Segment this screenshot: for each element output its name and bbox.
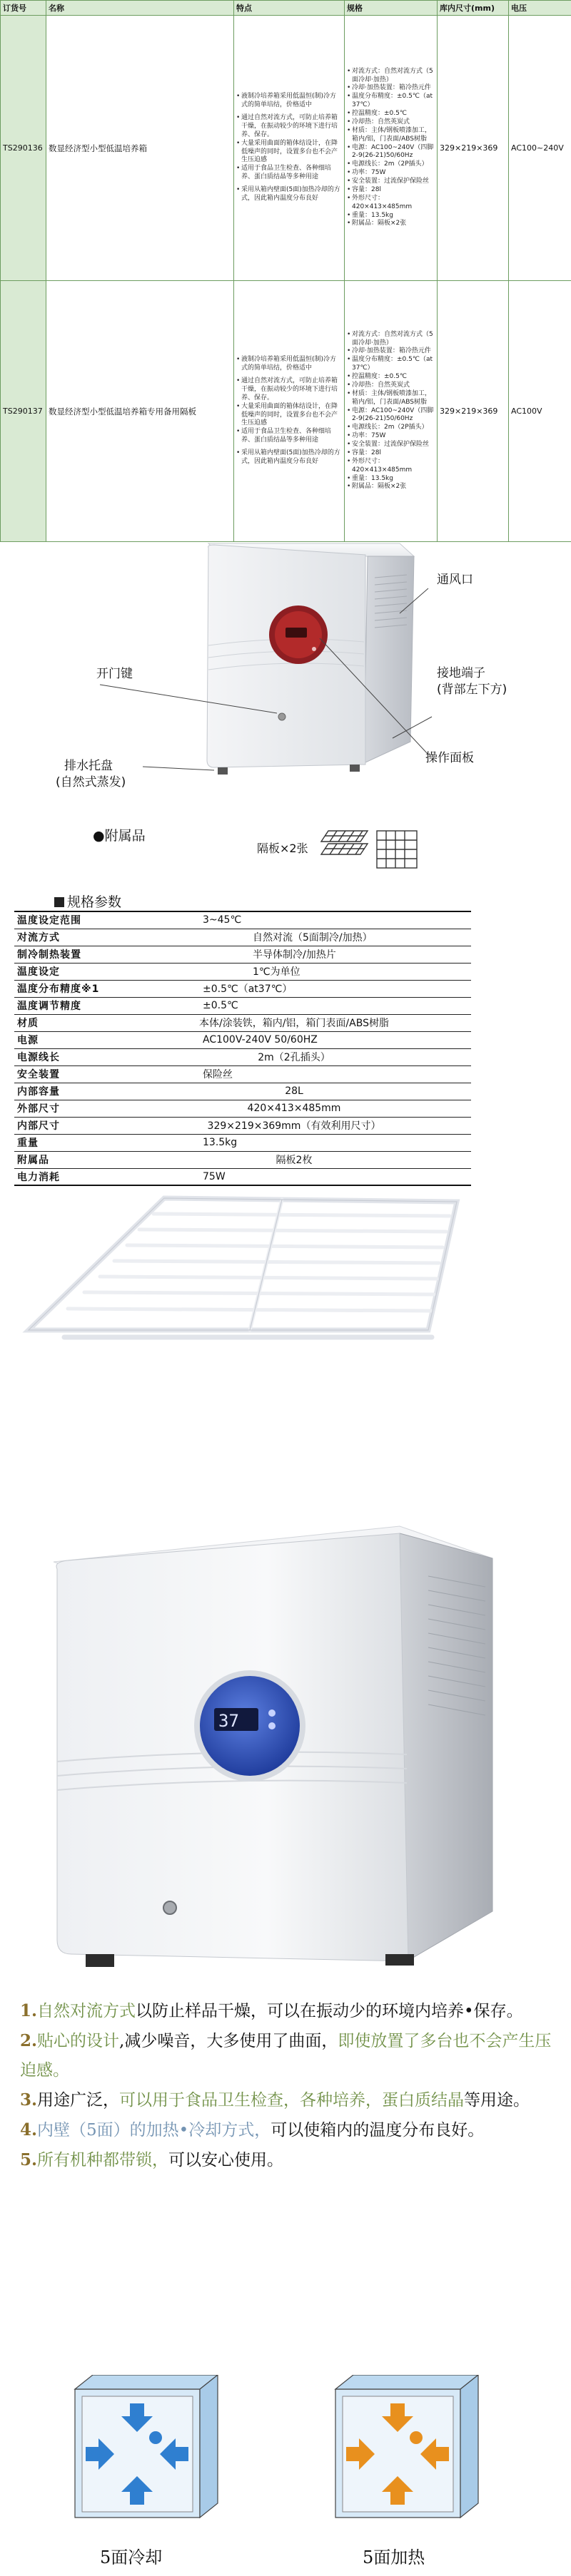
spec-row: 内部容量 28L [14, 1083, 471, 1100]
header-name: 名称 [46, 1, 234, 16]
ground-label: 接地端子 [437, 666, 485, 680]
spec-row: 温度设定范围 3~45℃ [14, 911, 471, 929]
drain-label: 排水托盘 [64, 759, 113, 773]
spec-item: • 冷却·加热装置：箱冷热元件 [347, 347, 435, 356]
header-spec: 规格 [345, 1, 438, 16]
product-size: 329×219×369 [438, 16, 509, 281]
lock-icon[interactable] [163, 1901, 176, 1914]
ground-sub-label: (背部左下方) [437, 683, 507, 697]
five-face-diagrams [0, 2375, 571, 2539]
spec-item: • 对流方式：自然对流方式（5面冷却·加热） [347, 331, 435, 348]
product-table [0, 0, 571, 542]
feature-paragraph: 2.贴心的设计,减少噪音，大多使用了曲面，即使放置了多台也不会产生压迫感。 [20, 2031, 552, 2080]
product-voltage: AC100V [509, 281, 571, 542]
spec-row: 材质 本体/涂装铁，箱内/铝，箱门表面/ABS树脂 [14, 1014, 471, 1031]
spec-item: • 对流方式：自然对流方式（5面冷却·加热） [347, 68, 435, 85]
shelves-label: 隔板×2张 [257, 842, 308, 855]
spec-row: 温度设定 1℃为单位 [14, 963, 471, 980]
feature-item: • 通过自然对流方式，可防止培养箱干燥，在振动较少的环境下进行培养、保存。 [236, 114, 342, 140]
spec-row: 电源线长 2m（2孔插头） [14, 1048, 471, 1065]
spec-row: 外部尺寸 420×413×485mm [14, 1100, 471, 1117]
header-features: 特点 [234, 1, 345, 16]
spec-item: • 外形尺寸：420×413×485mm [347, 195, 435, 212]
feature-item: • 适用于食品卫生检查、各种细培养、蛋白质结晶等多种用途 [236, 428, 342, 445]
spec-item: • 功率：75W [347, 169, 435, 178]
door-key[interactable] [278, 713, 286, 720]
shelf-icon [377, 831, 417, 868]
spec-row: 重量 13.5kg [14, 1134, 471, 1151]
panel-label: 操作面板 [425, 751, 474, 765]
spec-row: 制冷制热装置 半导体制冷/加热片 [14, 946, 471, 963]
spec-item: • 附属品：隔板×2张 [347, 483, 435, 491]
cooling-caption: 5面冷却 [100, 2547, 163, 2567]
spec-row: 温度分布精度※1 ±0.5℃（at37℃） [14, 980, 471, 997]
product-name: 数显经济型小型低温培养箱专用备用隔板 [46, 281, 234, 542]
spec-row: 电力消耗 75W [14, 1168, 471, 1185]
heating-diagram [335, 2375, 478, 2518]
door-key-label: 开门键 [96, 667, 133, 681]
spec-item: • 重量：13.5kg [347, 212, 435, 220]
wire-shelf-image [0, 1184, 571, 1369]
feature-item: • 采用从箱内壁面(5面)加热冷却的方式，因此箱内温度分布良好 [236, 449, 342, 466]
spec-item: • 安全装置：过流保护保险丝 [347, 441, 435, 449]
header-size: 库内尺寸(mm) [438, 1, 509, 16]
spec-item: • 材质：主体/钢板喷漆加工，箱内/铝，门表面/ABS树脂 [347, 127, 435, 144]
product-spec [345, 281, 438, 542]
feature-item: • 采用从箱内壁面(5面)加热冷却的方式，因此箱内温度分布良好 [236, 186, 342, 203]
spec-row: 内部尺寸 329×219×369mm（有效利用尺寸） [14, 1117, 471, 1134]
spec-item: • 温度分布精度：±0.5℃（at 37℃） [347, 93, 435, 110]
spec-item: • 电源线长：2m（2P插头） [347, 424, 435, 432]
product-spec [345, 16, 438, 281]
product-features [234, 281, 345, 542]
feature-item: • 液制冷培养箱采用低温恒(制)冷方式的简单培结，价格适中 [236, 356, 342, 373]
feature-paragraph: 1.自然对流方式以防止样品干燥，可以在振动少的环境内培养•保存。 [20, 2001, 523, 2020]
product-voltage: AC100~240V [509, 16, 571, 281]
spec-item: • 材质：主体/钢板喷漆加工，箱内/铝，门表面/ABS树脂 [347, 390, 435, 407]
heating-caption: 5面加热 [363, 2547, 425, 2567]
spec-item: • 功率：75W [347, 432, 435, 441]
spec-row: 安全装置 保险丝 [14, 1065, 471, 1083]
spec-row: 对流方式 自然对流（5面制冷/加热） [14, 929, 471, 946]
vent-label: 通风口 [437, 573, 473, 587]
feature-item: • 通过自然对流方式，可防止培养箱干燥，在振动较少的环境下进行培养、保存。 [236, 377, 342, 403]
spec-item: • 冷却热：自然英炭式 [347, 118, 435, 127]
spec-item: • 控温精度：±0.5℃ [347, 373, 435, 382]
incubator-diagram [0, 528, 571, 899]
product-code: TS290136 [1, 16, 46, 281]
product-code: TS290137 [1, 281, 46, 542]
feature-paragraph: 5.所有机种都带锁，可以安心使用。 [20, 2150, 284, 2170]
spec-item: • 冷却·加热装置：箱冷热元件 [347, 84, 435, 93]
spec-item: • 电源：AC100~240V（四脚2-9(26-21)50/60Hz [347, 407, 435, 424]
temperature-display: 37 [218, 1711, 239, 1731]
feature-paragraph: 4.内壁（5面）的加热•冷却方式，可以使箱内的温度分布良好。 [20, 2120, 485, 2140]
feature-list [20, 1997, 557, 2177]
spec-row: 电源 AC100V-240V 50/60HZ [14, 1031, 471, 1048]
table-row [1, 281, 571, 542]
spec-item: • 冷却热：自然英炭式 [347, 382, 435, 390]
spec-row: 温度调节精度 ±0.5℃ [14, 997, 471, 1014]
spec-item: • 温度分布精度：±0.5℃（at 37℃） [347, 356, 435, 373]
feature-paragraph: 3.用途广泛，可以用于食品卫生检查，各种培养，蛋白质结晶等用途。 [20, 2090, 530, 2110]
accessory-label: ●附属品 [93, 828, 146, 844]
spec-heading: 规格参数 [54, 891, 121, 911]
incubator-photo [0, 1491, 571, 1990]
drain-sub-label: (自然式蒸发) [56, 775, 126, 789]
spec-row: 附属品 隔板2枚 [14, 1151, 471, 1168]
product-features [234, 16, 345, 281]
feature-item: • 大量采用曲面的箱体结设计，在降低噪声的同时，设置多台也不会产生压迫感 [236, 403, 342, 429]
spec-item: • 安全装置：过流保护保险丝 [347, 178, 435, 186]
header-code: 订货号 [1, 1, 46, 16]
feature-item: • 液制冷培养箱采用低温恒(制)冷方式的简单培结，价格适中 [236, 93, 342, 110]
spec-item: • 外形尺寸：420×413×485mm [347, 458, 435, 475]
spec-item: • 重量：13.5kg [347, 475, 435, 484]
product-name: 数显经济型小型低温培养箱 [46, 16, 234, 281]
spec-table [14, 911, 471, 1186]
cooling-diagram [75, 2375, 218, 2518]
spec-item: • 电源：AC100~240V（四脚2-9(26-21)50/60Hz [347, 144, 435, 161]
table-header-row [1, 1, 571, 16]
shelf-icon [321, 831, 368, 854]
spec-item: • 容量：28l [347, 449, 435, 458]
spec-item: • 容量：28l [347, 186, 435, 195]
spec-item: • 控温精度：±0.5℃ [347, 110, 435, 118]
feature-item: • 大量采用曲面的箱体结设计，在降低噪声的同时，设置多台也不会产生压迫感 [236, 140, 342, 165]
spec-item: • 电源线长：2m（2P插头） [347, 160, 435, 169]
feature-item: • 适用于食品卫生检查、各种细培养、蛋白质结晶等多种用途 [236, 165, 342, 182]
spec-item: • 附属品：隔板×2张 [347, 220, 435, 228]
header-voltage: 电压 [509, 1, 571, 16]
table-row [1, 16, 571, 281]
product-size: 329×219×369 [438, 281, 509, 542]
